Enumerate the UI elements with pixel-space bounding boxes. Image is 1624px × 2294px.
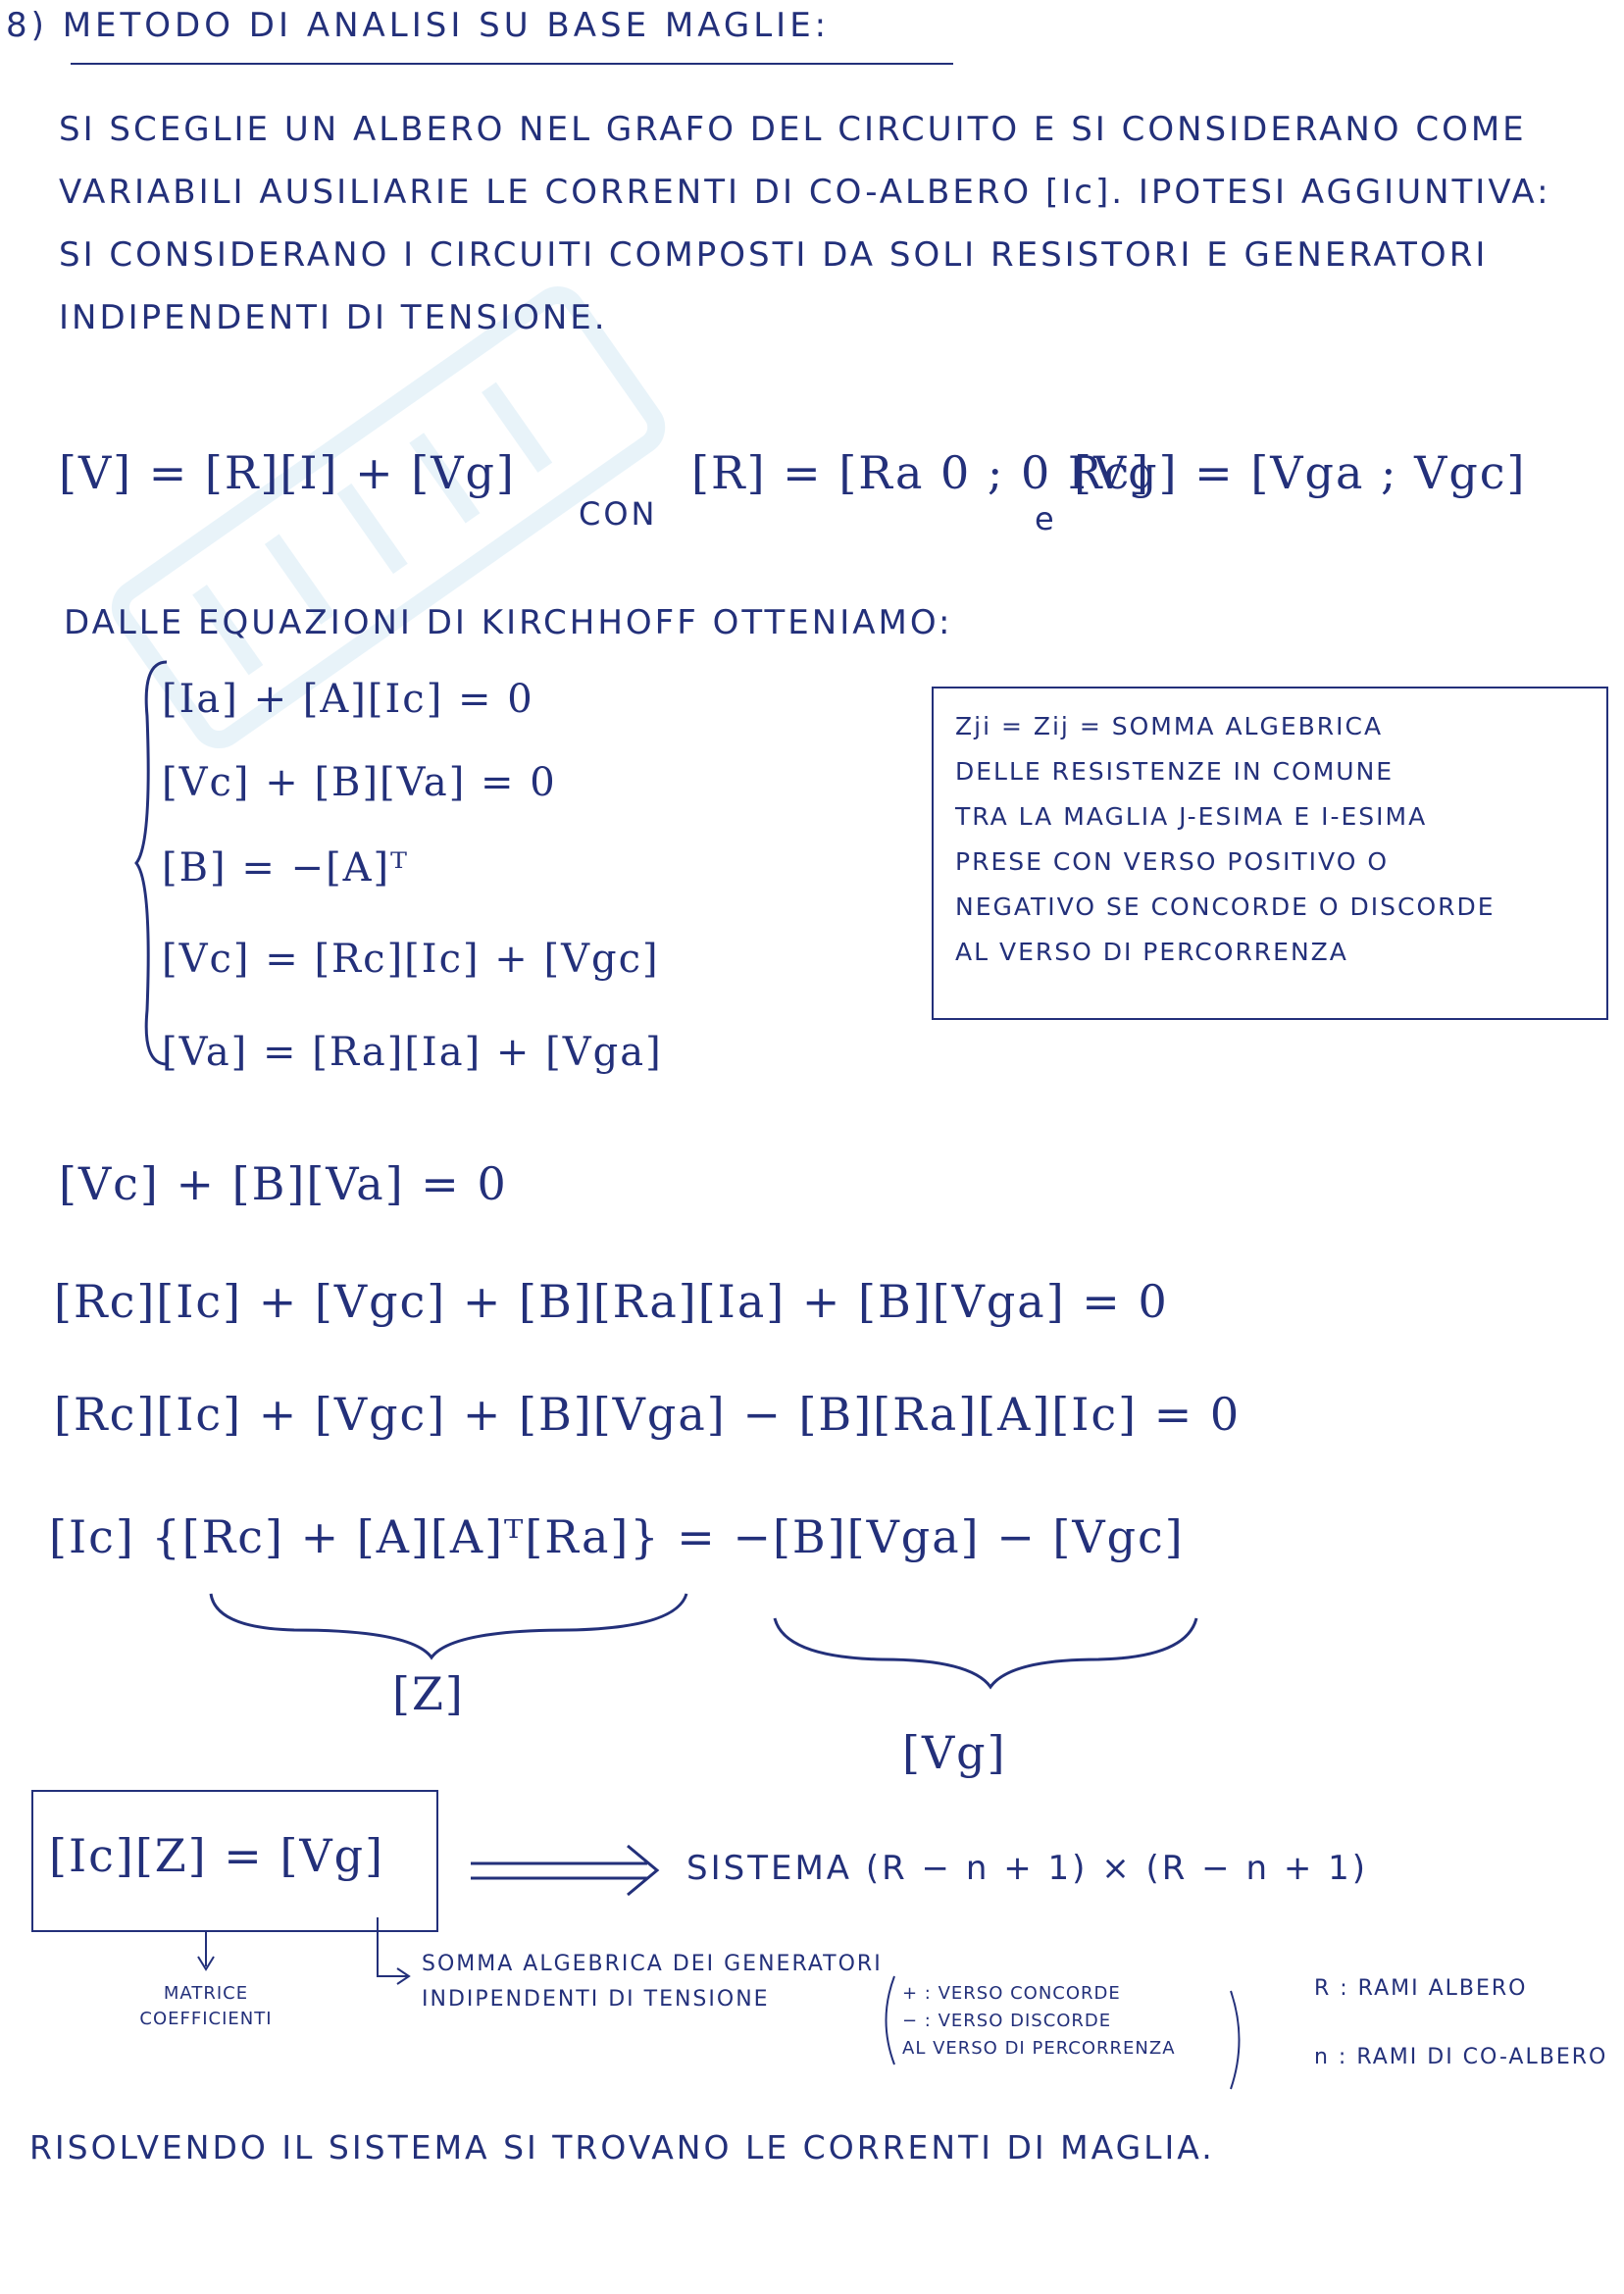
equation-main: [V] = [R][I] + [Vg]: [59, 446, 516, 499]
system-size: SISTEMA (R − n + 1) × (R − n + 1): [686, 1849, 1369, 1888]
system-eq-3: [B] = −[A]ᵀ: [162, 845, 409, 891]
equation-vg-vector: [Vg] = [Vga ; Vgc]: [1074, 446, 1527, 499]
derivation-step-2: [Rc][Ic] + [Vgc] + [B][Ra][Ia] + [B][Vga] = 0: [54, 1275, 1169, 1328]
label-z: [Z]: [392, 1667, 465, 1720]
sign-plus: + : VERSO CONCORDE: [902, 1983, 1121, 2004]
system-eq-5: [Va] = [Ra][Ia] + [Vga]: [162, 1030, 663, 1075]
word-e: e: [1035, 500, 1057, 537]
note-line: DELLE RESISTENZE IN COMUNE: [955, 757, 1395, 786]
kirchhoff-line: DALLE EQUAZIONI DI KIRCHHOFF OTTENIAMO:: [64, 603, 953, 642]
system-eq-4: [Vc] = [Rc][Ic] + [Vgc]: [162, 937, 660, 982]
legend-r: R : RAMI ALBERO: [1314, 1976, 1528, 2001]
derivation-step-4: [Ic] {[Rc] + [A][A]ᵀ[Ra]} = −[B][Vga] − [Vgc]: [49, 1510, 1185, 1563]
sign-tail: AL VERSO DI PERCORRENZA: [902, 2038, 1176, 2059]
equation-r-matrix: [R] = [Ra 0 ; 0 Rc]: [691, 446, 1151, 499]
label-vg: [Vg]: [902, 1726, 1007, 1779]
note-line: PRESE CON VERSO POSITIVO O: [955, 847, 1390, 876]
conclusion: RISOLVENDO IL SISTEMA SI TROVANO LE CORRENTI DI MAGLIA.: [29, 2128, 1215, 2167]
system-eq-2: [Vc] + [B][Va] = 0: [162, 760, 557, 805]
intro-paragraph: SI SCEGLIE UN ALBERO NEL GRAFO DEL CIRCUITO E SI CONSIDERANO COME VARIABILI AUSILIARIE LE CORRENTI DI CO-ALBERO [Ic]. IPOTESI AGGIUNTIVA: SI CONSIDERANO I CIRCUITI COMPOSTI DA SOLI RESISTORI E GENERATORI INDIPENDENTI DI TENSIONE.: [59, 110, 1551, 337]
word-con: CON: [579, 495, 658, 533]
sign-minus: − : VERSO DISCORDE: [902, 2011, 1112, 2031]
section-heading: 8) METODO DI ANALISI SU BASE MAGLIE:: [6, 6, 831, 45]
note-line: TRA LA MAGLIA J-ESIMA E I-ESIMA: [955, 802, 1428, 831]
note-line: NEGATIVO SE CONCORDE O DISCORDE: [955, 892, 1496, 921]
note-line: AL VERSO DI PERCORRENZA: [955, 938, 1348, 966]
derivation-step-1: [Vc] + [B][Va] = 0: [59, 1157, 508, 1210]
system-eq-1: [Ia] + [A][Ic] = 0: [162, 677, 534, 722]
label-sum: SOMMA ALGEBRICA DEI GENERATORI INDIPENDENTI DI TENSIONE: [422, 1952, 883, 2012]
final-equation: [Ic][Z] = [Vg]: [49, 1829, 385, 1882]
legend-n: n : RAMI DI CO-ALBERO: [1314, 2045, 1608, 2069]
note-line: Zji = Zij = SOMMA ALGEBRICA: [955, 712, 1384, 740]
label-matrix: MATRICE COEFFICIENTI: [139, 1983, 273, 2029]
derivation-step-3: [Rc][Ic] + [Vgc] + [B][Vga] − [B][Ra][A][Ic] = 0: [54, 1388, 1242, 1441]
